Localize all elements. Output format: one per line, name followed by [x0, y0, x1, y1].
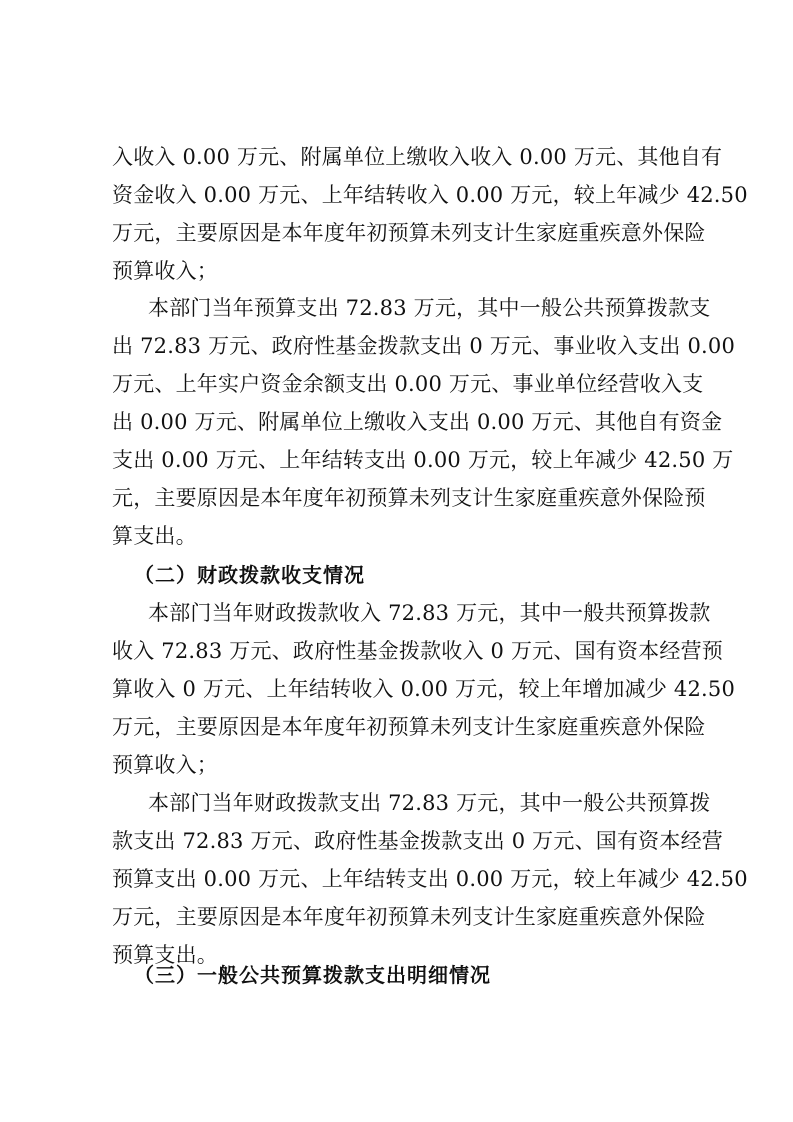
text-line: 预算收入； [112, 259, 218, 283]
text-line: 款支出 72.83 万元、政府性基金拨款支出 0 万元、国有资本经营 [112, 829, 723, 853]
text-line: 出 72.83 万元、政府性基金拨款支出 0 万元、事业收入支出 0.00 [112, 334, 736, 358]
text-line: 预算收入； [112, 753, 218, 777]
text-line: 本部门当年财政拨款支出 72.83 万元，其中一般公共预算拨 [148, 791, 711, 815]
text-line: 收入 72.83 万元、政府性基金拨款收入 0 万元、国有资本经营预 [112, 639, 723, 663]
text-line: 支出 0.00 万元、上年结转支出 0.00 万元，较上年减少 42.50 万 [112, 448, 734, 472]
text-line: 出 0.00 万元、附属单位上缴收入支出 0.00 万元、其他自有资金 [112, 410, 723, 434]
text-line: 本部门当年预算支出 72.83 万元，其中一般公共预算拨款支 [148, 296, 711, 320]
text-line: 万元，主要原因是本年度年初预算未列支计生家庭重疾意外保险 [112, 221, 706, 245]
text-line: 预算支出 0.00 万元、上年结转支出 0.00 万元，较上年减少 42.50 [112, 867, 748, 891]
text-line: 万元，主要原因是本年度年初预算未列支计生家庭重疾意外保险 [112, 715, 706, 739]
text-line: 预算支出。 [112, 943, 218, 967]
text-line: 万元、上年实户资金余额支出 0.00 万元、事业单位经营收入支 [112, 372, 704, 396]
text-line: 入收入 0.00 万元、附属单位上缴收入收入 0.00 万元、其他自有 [112, 145, 723, 169]
section-heading-general-budget-detail: （三）一般公共预算拨款支出明细情况 [134, 963, 491, 987]
text-line: 本部门当年财政拨款收入 72.83 万元，其中一般共预算拨款 [148, 601, 711, 625]
text-line: 万元，主要原因是本年度年初预算未列支计生家庭重疾意外保险 [112, 905, 706, 929]
text-line: 元，主要原因是本年度年初预算未列支计生家庭重疾意外保险预 [112, 486, 706, 510]
text-line: 算收入 0 万元、上年结转收入 0.00 万元，较上年增加减少 42.50 [112, 677, 736, 701]
section-heading-fiscal-appropriation: （二）财政拨款收支情况 [134, 563, 365, 587]
text-line: 算支出。 [112, 524, 197, 548]
text-line: 资金收入 0.00 万元、上年结转收入 0.00 万元，较上年减少 42.50 [112, 183, 748, 207]
